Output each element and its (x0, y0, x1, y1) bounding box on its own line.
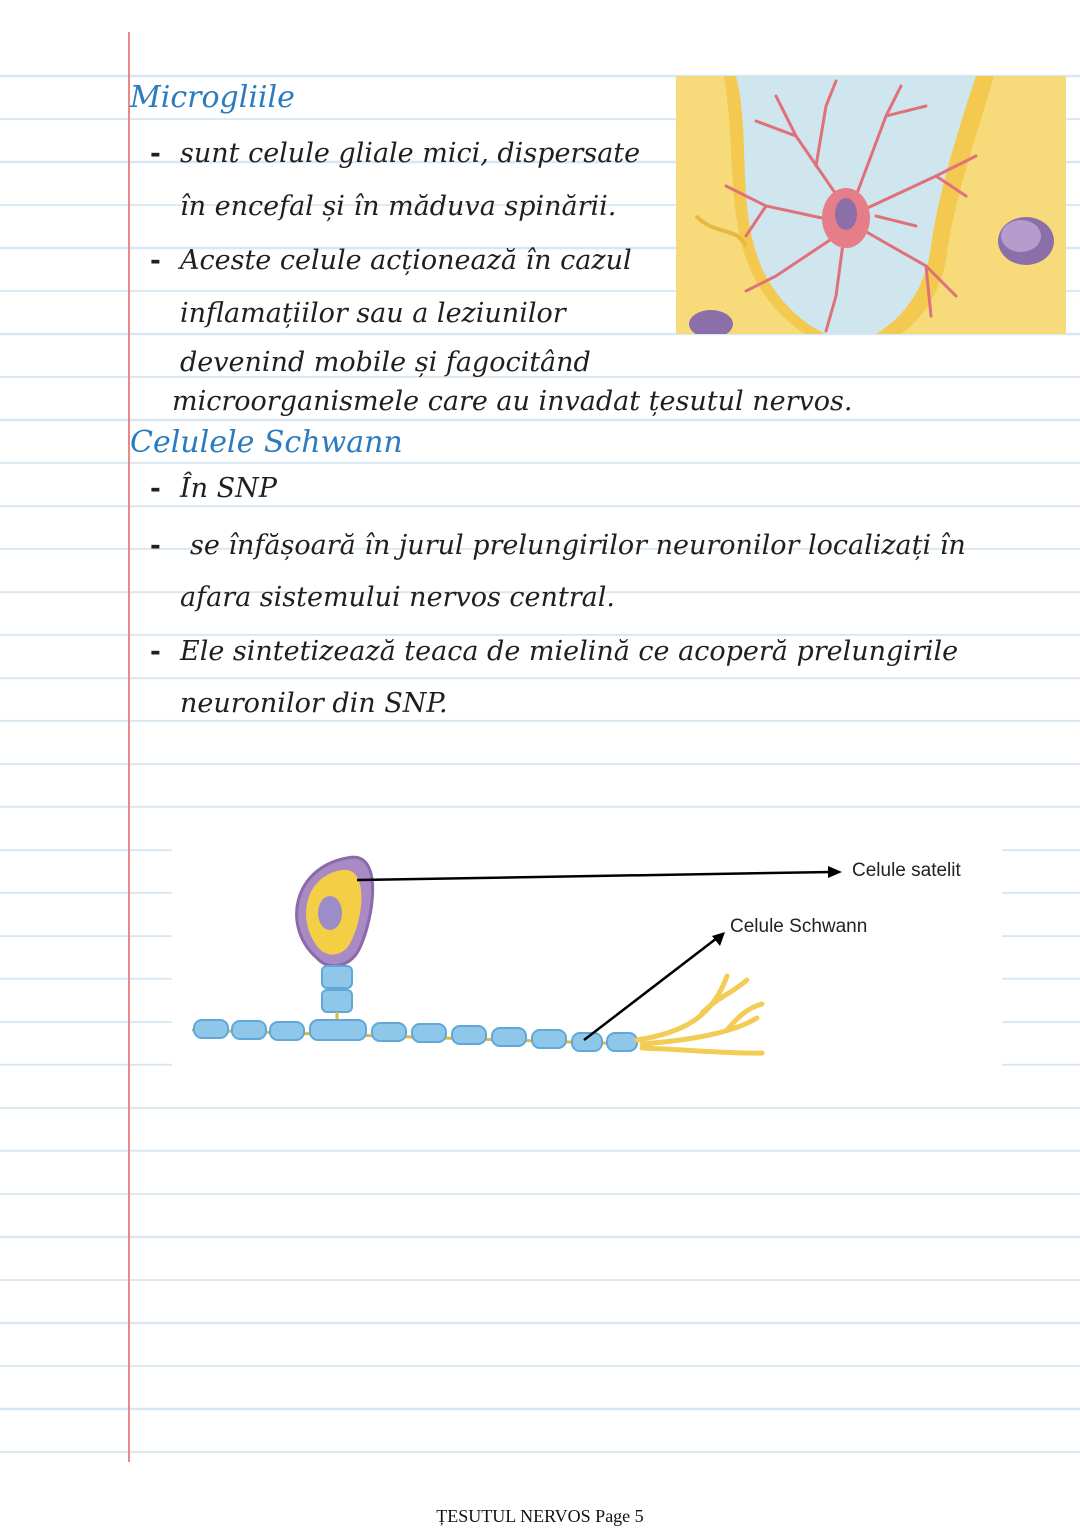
microglia-line-2: în encefal și în măduva spinării. (180, 191, 617, 222)
microglia-line-4: inflamațiilor sau a leziunilor (180, 298, 566, 329)
microglia-line-3: Aceste celule acționează în cazul (180, 245, 632, 276)
neuron-diagram (172, 808, 1002, 1068)
schwann-heading: Celulele Schwann (130, 425, 403, 460)
schwann-line-3: afara sistemului nervos central. (180, 582, 615, 613)
schwann-line-5: neuronilor din SNP. (180, 688, 448, 719)
schwann-line-4: Ele sintetizează teaca de mielină ce acoperă prelungirile (180, 636, 959, 667)
schwann-line-1: În SNP (180, 473, 277, 504)
bullet-dash: - (150, 637, 161, 667)
microglia-line-1: sunt celule gliale mici, dispersate (180, 138, 641, 169)
bullet-dash: - (150, 139, 161, 169)
schwann-line-2: se înfășoară în jurul prelungirilor neuronilor localizați în (190, 530, 966, 561)
microglia-line-6: microorganismele care au invadat țesutul nervos. (172, 386, 853, 417)
bullet-dash: - (150, 531, 161, 561)
microglia-illustration (676, 76, 1066, 334)
page-footer: ȚESUTUL NERVOS Page 5 (436, 1506, 644, 1526)
label-celule-satelit: Celule satelit (852, 860, 961, 881)
red-margin-line (128, 32, 130, 1462)
bullet-dash: - (150, 474, 161, 504)
microglia-heading: Microgliile (130, 80, 295, 115)
label-celule-schwann: Celule Schwann (730, 916, 868, 937)
microglia-line-5: devenind mobile și fagocitând (180, 347, 591, 378)
bullet-dash: - (150, 246, 161, 276)
page-top-margin (0, 0, 1080, 34)
